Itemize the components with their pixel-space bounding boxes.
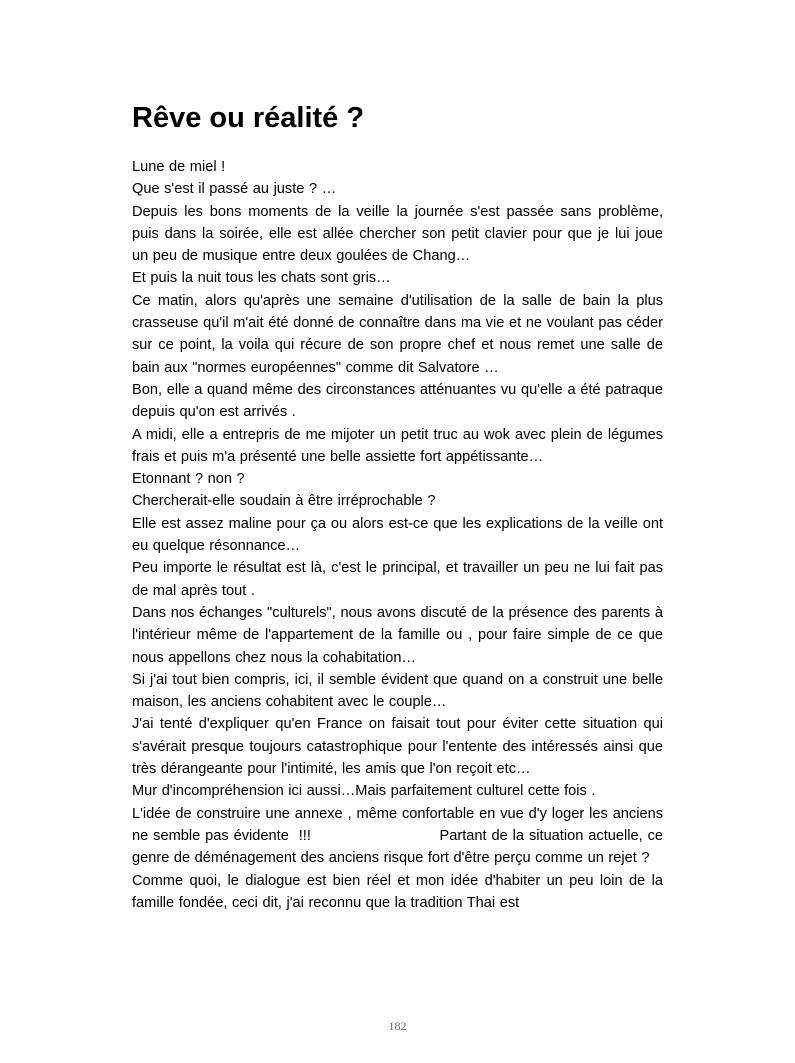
paragraph: J'ai tenté d'expliquer qu'en France on faisait tout pour éviter cette situation qui s'avérait presque toujours catastrophique pour l'entente des intéressés ainsi que très dérangeante pour l'intimité, les amis que l'on reçoit etc… [132, 716, 663, 778]
paragraph: Ce matin, alors qu'après une semaine d'utilisation de la salle de bain la plus crasseuse qu'il m'ait été donné de connaître dans ma vie et ne voulant pas céder sur ce point, la voila qui récure de son propre chef et nous remet une salle de bain aux "normes européennes" comme dit Salvatore … [132, 292, 663, 376]
paragraph: L'idée de construire une annexe , même confortable en vue d'y loger les anciens ne semble pas évidente !!! Partant de la situation actuelle, ce genre de déménagement des anciens risque fort d'être perçu comme un rejet ? [132, 805, 668, 867]
chapter-title: Rêve ou réalité ? [132, 102, 365, 134]
paragraph: Dans nos échanges "culturels", nous avons discuté de la présence des parents à l'intérieur même de l'appartement de la famille ou , pour faire simple de ce que nous appellons chez nous la cohabitation… [132, 604, 663, 666]
paragraph: Que s'est il passé au juste ? … [132, 181, 337, 198]
body-text [132, 156, 668, 914]
paragraph: Et puis la nuit tous les chats sont gris… [132, 270, 391, 287]
paragraph: Bon, elle a quand même des circonstances atténuantes vu qu'elle a été patraque depuis qu'on est arrivés . [132, 381, 663, 421]
paragraph: A midi, elle a entrepris de me mijoter un petit truc au wok avec plein de légumes frais et puis m'a présenté une belle assiette fort appétissante… [132, 426, 663, 465]
paragraph: Si j'ai tout bien compris, ici, il semble évident que quand on a construit une belle maison, les anciens cohabitent avec le couple… [132, 671, 663, 711]
paragraph: Comme quoi, le dialogue est bien réel et mon idée d'habiter un peu loin de la famille fondée, ceci dit, j'ai reconnu que la tradition Thai est [132, 872, 663, 911]
paragraph: Etonnant ? non ? [132, 471, 245, 488]
paragraph: Peu importe le résultat est là, c'est le principal, et travailler un peu ne lui fait pas de mal après tout . [132, 560, 663, 599]
paragraph: Depuis les bons moments de la veille la journée s'est passée sans problème, puis dans la soirée, elle est allée chercher son petit clavier pour que je lui joue un peu de musique entre deux goulées de Chang… [132, 203, 663, 265]
paragraph: Mur d'incompréhension ici aussi…Mais parfaitement culturel cette fois . [132, 783, 596, 800]
page-number: 182 [388, 1019, 407, 1033]
paragraph: Elle est assez maline pour ça ou alors est-ce que les explications de la veille ont eu quelque résonnance… [132, 515, 663, 555]
paragraph: Chercherait-elle soudain à être irréprochable ? [132, 493, 436, 510]
paragraph: Lune de miel ! [132, 159, 226, 175]
